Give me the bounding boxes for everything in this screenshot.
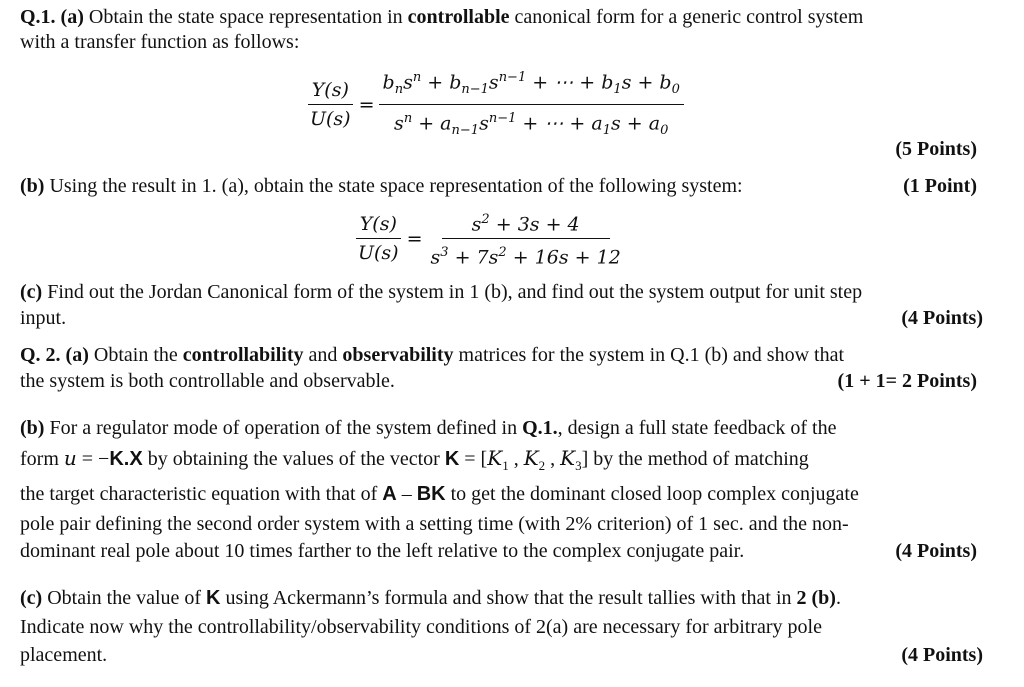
- text: Find out the Jordan Canonical form of the system in 1 (b), and find out the system output for unit step: [42, 281, 863, 303]
- text: the system is both controllable and observable.: [20, 370, 395, 392]
- bold-text: Q. 2. (a): [20, 344, 89, 366]
- q1c-points: (4 Points): [901, 307, 983, 329]
- q2c-text-line1: (c) Obtain the value of K using Ackermann’s formula and show that the result tallies with that in 2 (b).: [20, 587, 841, 609]
- text: canonical form for a generic control system: [509, 6, 864, 28]
- q1a-text-line2: [20, 30, 299, 54]
- q2b-text-line2: form u = −K.X by obtaining the values of the vector $K = [K_1$ , $K_2$ , $K_3$] by the method of matching: [20, 446, 809, 473]
- q2b-text-line4: [20, 512, 849, 536]
- bold-text: (b): [20, 417, 45, 439]
- q2a-text-line2: [20, 369, 395, 393]
- bold-text: (c): [20, 281, 43, 303]
- text: For a regulator mode of operation of the system defined in: [44, 417, 523, 439]
- q2c-text-line2: [20, 615, 822, 639]
- text: and: [303, 344, 343, 366]
- q1a-text-line1: [20, 5, 863, 29]
- q1b-text-line1: [20, 174, 743, 198]
- q1b-points: (1 Point): [903, 175, 977, 197]
- bold-text: Q.1.: [522, 417, 558, 439]
- q2b-points: (4 Points): [895, 540, 977, 562]
- bold-text: observability: [342, 344, 454, 366]
- text: , design a full state feedback of the: [557, 417, 837, 439]
- text: matrices for the system in Q.1 (b) and show that: [453, 344, 844, 366]
- text: Using the result in 1. (a), obtain the state space representation of the following system:: [44, 175, 743, 197]
- bold-text: controllable: [407, 6, 510, 28]
- q2c-text-line3: [20, 643, 107, 667]
- text: input.: [20, 307, 67, 329]
- bold-text: controllability: [182, 344, 304, 366]
- q2b-text-line3: the target characteristic equation with that of A – BK to get the dominant closed loop complex conjugate: [20, 483, 859, 505]
- text: dominant real pole about 10 times farther to the left relative to the complex conjugate pair.: [20, 540, 745, 562]
- q2a-text-line1: [20, 343, 844, 367]
- transfer-function-generic: $\frac{Y(s)}{U(s)}$ = $b_ns^n + b_{n-1}s^{n-1}$ + ⋯ + $b_1s + b_0$ $s^n + a_{n-1}s^{n-1}$ + ⋯ + $a_1s + a_0$: [306, 66, 684, 143]
- q2c-points: (4 Points): [901, 644, 983, 666]
- q2b-text-line1: [20, 416, 836, 440]
- text: Indicate now why the controllability/observability conditions of 2(a) are necessary for arbitrary pole: [20, 616, 822, 638]
- q1a-points: (5 Points): [895, 138, 977, 160]
- text: Obtain the: [88, 344, 183, 366]
- q2b-text-line5: [20, 539, 744, 563]
- text: pole pair defining the second order system with a setting time (with 2% criterion) of 1 sec. and the non-: [20, 513, 849, 535]
- text: placement.: [20, 644, 108, 666]
- q1c-text-line1: [20, 280, 862, 304]
- text: Obtain the state space representation in: [83, 6, 408, 28]
- transfer-function-specific: $\frac{Y(s)}{U(s)}$ = $\frac{s^2 + 3s + 4}{s^3 + 7s^2 + 16s + 12}$: [354, 208, 625, 270]
- q2a-points: (1 + 1= 2 Points): [837, 370, 977, 392]
- text: with a transfer function as follows:: [20, 31, 300, 53]
- bold-text: (b): [20, 175, 45, 197]
- q1c-text-line2: [20, 306, 66, 330]
- bold-text: Q.1. (a): [20, 6, 84, 28]
